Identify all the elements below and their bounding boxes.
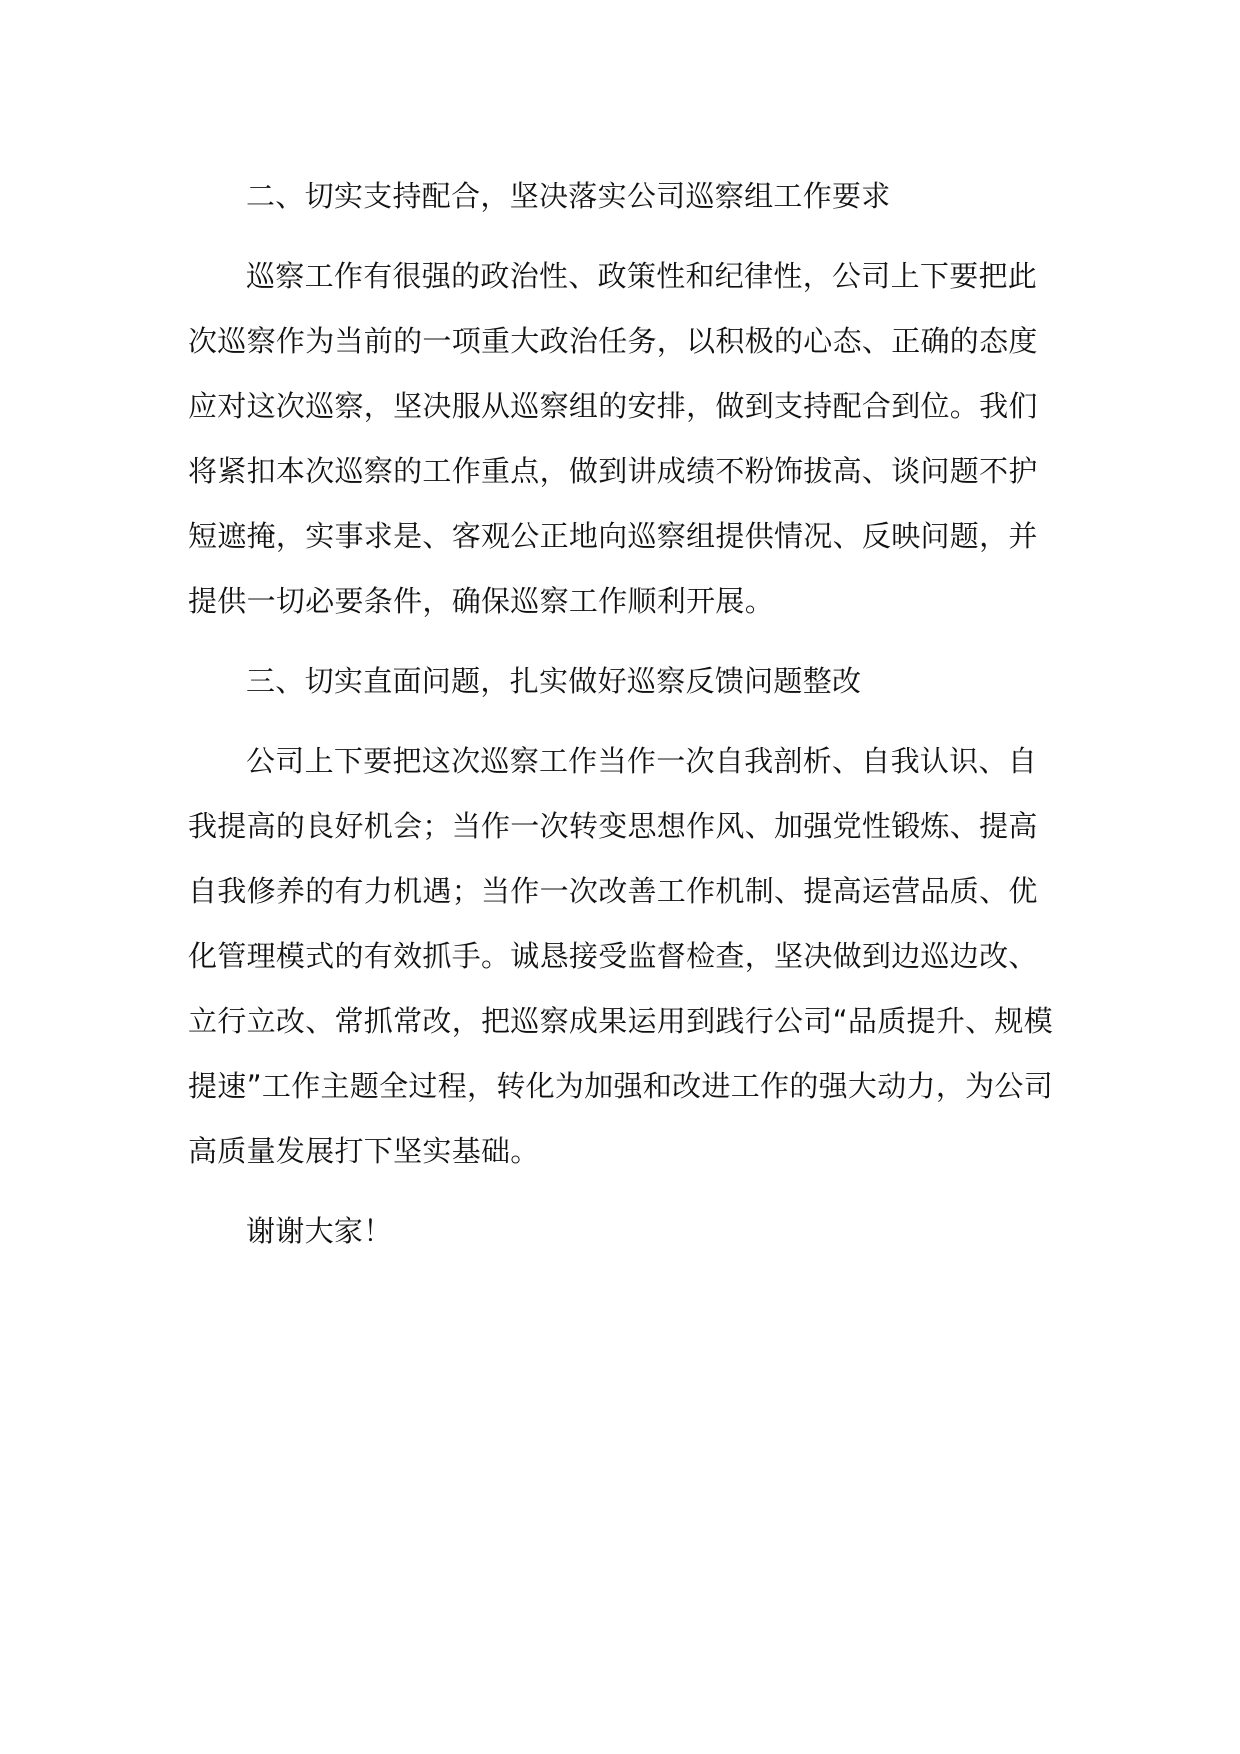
section-heading-3: 三、切实直面问题，扎实做好巡察反馈问题整改 <box>246 664 862 698</box>
section-paragraph-2: 巡察工作有很强的政治性、政策性和纪律性，公司上下要把此次巡察作为当前的一项重大政治任务，以积极的心态、正确的态度应对这次巡察，坚决服从巡察组的安排，做到支持配合到位。我们将紧扣本次巡察的工作重点，做到讲成绩不粉饰拔高、谈问题不护短遮掩，实事求是、客观公正地向巡察组提供情况、反映问题，并提供一切必要条件，确保巡察工作顺利开展。 <box>188 259 1038 618</box>
closing-remark: 谢谢大家！ <box>246 1214 393 1248</box>
document-body <box>188 164 1058 1279</box>
section-heading-2: 二、切实支持配合，坚决落实公司巡察组工作要求 <box>246 179 891 213</box>
section-paragraph-3: 公司上下要把这次巡察工作当作一次自我剖析、自我认识、自我提高的良好机会；当作一次转变思想作风、加强党性锻炼、提高自我修养的有力机遇；当作一次改善工作机制、提高运营品质、优化管理模式的有效抓手。诚恳接受监督检查，坚决做到边巡边改、立行立改、常抓常改，把巡察成果运用到践行公司“品质提升、规模提速”工作主题全过程，转化为加强和改进工作的强大动力，为公司高质量发展打下坚实基础。 <box>188 744 1054 1168</box>
